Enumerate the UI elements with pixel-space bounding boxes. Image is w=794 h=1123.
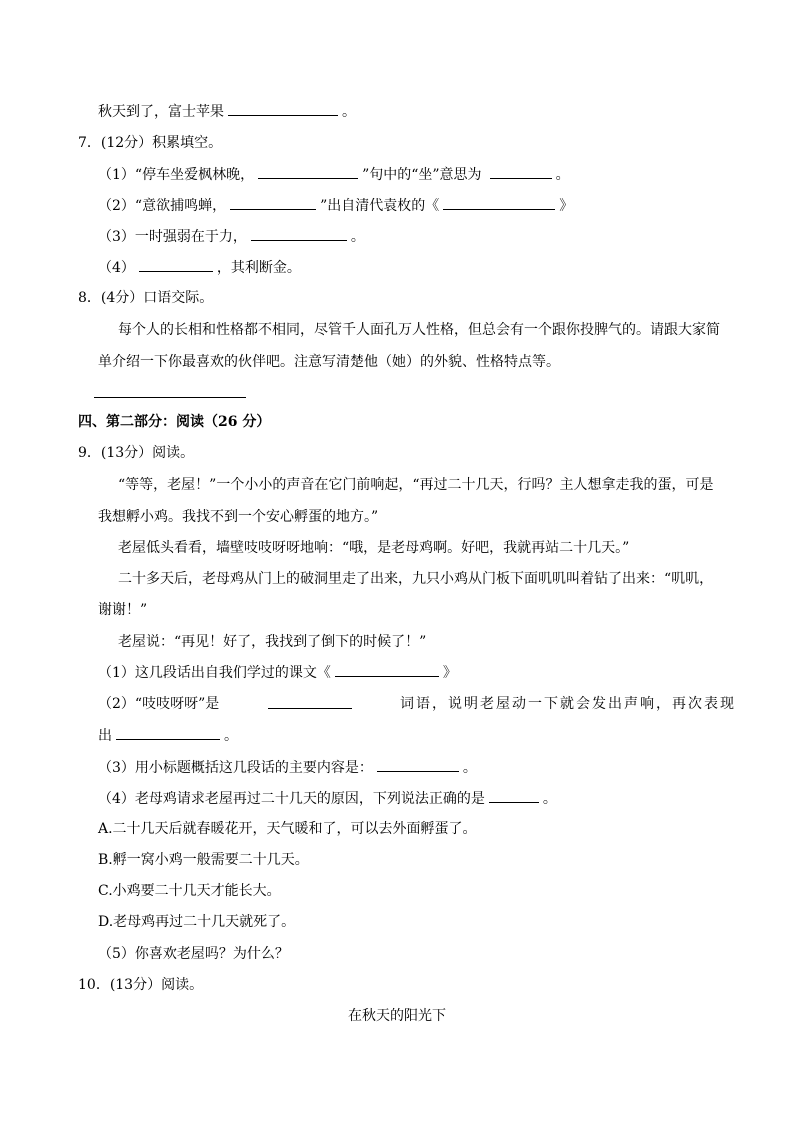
reading-title: 在秋天的阳光下 (348, 1008, 446, 1024)
question-8-paragraph-line-1: 每个人的长相和性格都不相同，尽管千人面孔万人性格，但总会有一个跟你投脾气的。请跟大家简 (118, 322, 720, 338)
reading-paragraph-3-line-1: 二十多天后，老母鸡从门上的破洞里走了出来，九只小鸡从门板下面叽叽叫着钻了出来：“叽叽， (118, 571, 714, 587)
question-7-2: （2）“意欲捕鸣蝉， ”出自清代袁枚的《 》 (98, 195, 573, 216)
option-b[interactable]: B.孵一窝小鸡一般需要二十几天。 (98, 852, 309, 868)
answer-line[interactable] (94, 397, 246, 398)
reading-paragraph-2: 老屋低头看看，墙壁吱吱呀呀地响：“哦，是老母鸡啊。好吧，我就再站二十几天。” (118, 540, 630, 556)
apple-line: 秋天到了，富士苹果 。 (98, 101, 356, 122)
answer-blank[interactable] (251, 226, 347, 241)
question-9-4: （4）老母鸡请求老屋再过二十几天的原因，下列说法正确的是 。 (98, 788, 557, 809)
question-7-3: （3）一时强弱在于力， 。 (98, 226, 365, 247)
answer-blank[interactable] (228, 101, 338, 116)
answer-blank[interactable] (335, 662, 439, 677)
section-4-heading: 四、第二部分：阅读（26 分） (78, 414, 271, 430)
answer-blank[interactable] (258, 164, 358, 179)
question-7-heading: 7．(12分）积累填空。 (78, 135, 223, 151)
answer-blank[interactable] (377, 757, 459, 772)
question-8-heading: 8．(4分）口语交际。 (78, 290, 214, 306)
reading-paragraph-4: 老屋说：“再见！好了，我找到了倒下的时候了！” (118, 634, 427, 650)
reading-paragraph-1-line-1: “等等，老屋！”一个小小的声音在它门前响起，“再过二十几天，行吗？主人想拿走我的蛋，可是 (118, 477, 714, 493)
option-d[interactable]: D.老母鸡再过二十几天就死了。 (98, 914, 296, 930)
question-8-paragraph-line-2: 单介绍一下你最喜欢的伙伴吧。注意写清楚他（她）的外貌、性格特点等。 (98, 354, 560, 370)
option-c[interactable]: C.小鸡要二十几天才能长大。 (98, 883, 281, 899)
answer-blank[interactable] (139, 257, 213, 272)
question-9-2-line-1: （2）“吱吱呀呀”是 词语，说明老屋动一下就会发出声响，再次表现 (98, 696, 736, 712)
answer-blank[interactable] (443, 195, 555, 210)
answer-blank[interactable] (116, 725, 220, 740)
question-7-4: （4） ，其利断金。 (98, 257, 301, 278)
reading-paragraph-3-line-2: 谢谢！” (98, 602, 148, 618)
reading-paragraph-1-line-2: 我想孵小鸡。我找不到一个安心孵蛋的地方。” (98, 509, 379, 525)
question-9-2-line-2: 出 。 (98, 725, 238, 746)
answer-blank[interactable] (490, 164, 552, 179)
option-a[interactable]: A.二十几天后就春暖花开，天气暖和了，可以去外面孵蛋了。 (98, 821, 477, 837)
question-9-5: （5）你喜欢老屋吗？为什么？ (98, 946, 289, 962)
question-7-1: （1）“停车坐爱枫林晚， ”句中的“坐”意思为 。 (98, 164, 570, 185)
answer-blank[interactable] (230, 195, 316, 210)
question-10-heading: 10．(13分）阅读。 (78, 977, 204, 993)
question-9-1: （1）这几段话出自我们学过的课文《 》 (98, 662, 457, 683)
question-9-3: （3）用小标题概括这几段话的主要内容是： 。 (98, 757, 477, 778)
answer-blank[interactable] (268, 694, 352, 709)
answer-blank[interactable] (489, 788, 539, 803)
question-9-heading: 9．(13分）阅读。 (78, 445, 195, 461)
